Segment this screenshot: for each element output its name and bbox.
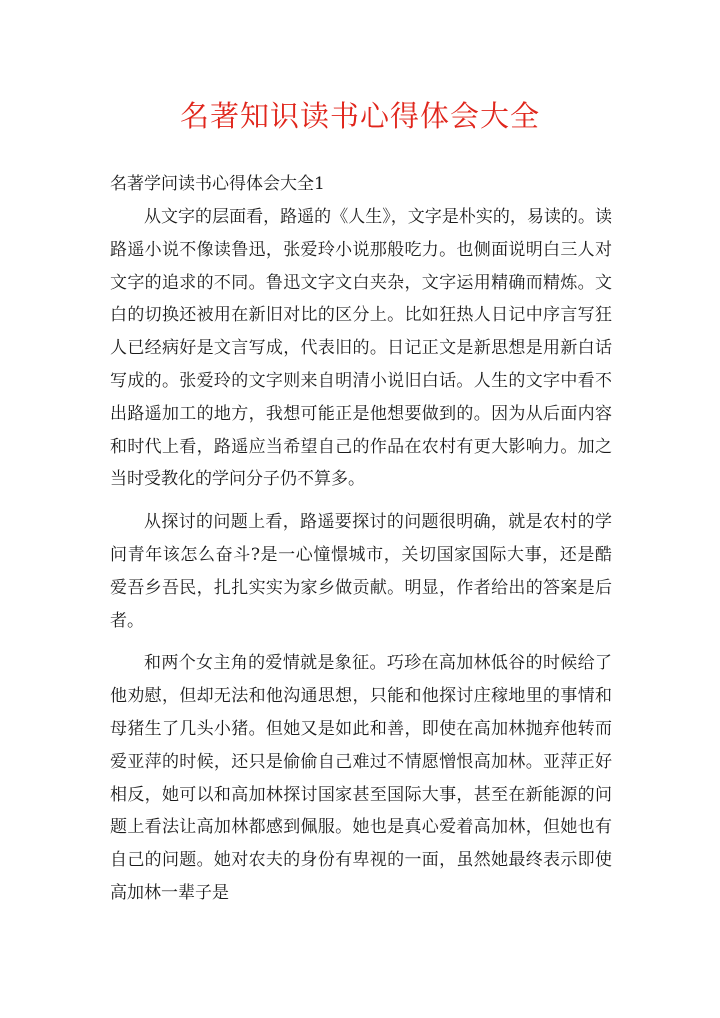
paragraph: 和两个女主角的爱情就是象征。巧珍在高加林低谷的时候给了他劝慰，但却无法和他沟通思想，只能和他探讨庄稼地里的事情和母猪生了几头小猪。但她又是如此和善，即使在高加林抛弃他转而爱亚萍的时候，还只是偷偷自己难过不情愿憎恨高加林。亚萍正好相反，她可以和高加林探讨国家甚至国际大事，甚至在新能源的问题上看法让高加林都感到佩服。她也是真心爱着高加林，但她也有自己的问题。她对农夫的身份有卑视的一面，虽然她最终表示即使高加林一辈子是 xyxy=(110,653,612,903)
document-subtitle: 名著学问读书心得体会大全1 xyxy=(110,174,325,194)
document-title: 名著知识读书心得体会大全 xyxy=(179,99,540,133)
paragraph: 从探讨的问题上看，路遥要探讨的问题很明确，就是农村的学问青年该怎么奋斗?是一心憧憬城市，关切国家国际大事，还是酷爱吾乡吾民，扎扎实实为家乡做贡献。明显，作者给出的答案是后者。 xyxy=(110,512,612,631)
paragraph: 从文字的层面看，路遥的《人生》，文字是朴实的，易读的。读路遥小说不像读鲁迅，张爱玲小说那般吃力。也侧面说明白三人对文字的追求的不同。鲁迅文字文白夹杂，文字运用精确而精炼。文白的切换还被用在新旧对比的区分上。比如狂热人日记中序言写狂人已经病好是文言写成，代表旧的。日记正文是新思想是用新白话写成的。张爱玲的文字则来自明清小说旧白话。人生的文字中看不出路遥加工的地方，我想可能正是他想要做到的。因为从后面内容和时代上看，路遥应当希望自己的作品在农村有更大影响力。加之当时受教化的学问分子仍不算多。 xyxy=(110,207,612,490)
document-body xyxy=(110,201,612,920)
